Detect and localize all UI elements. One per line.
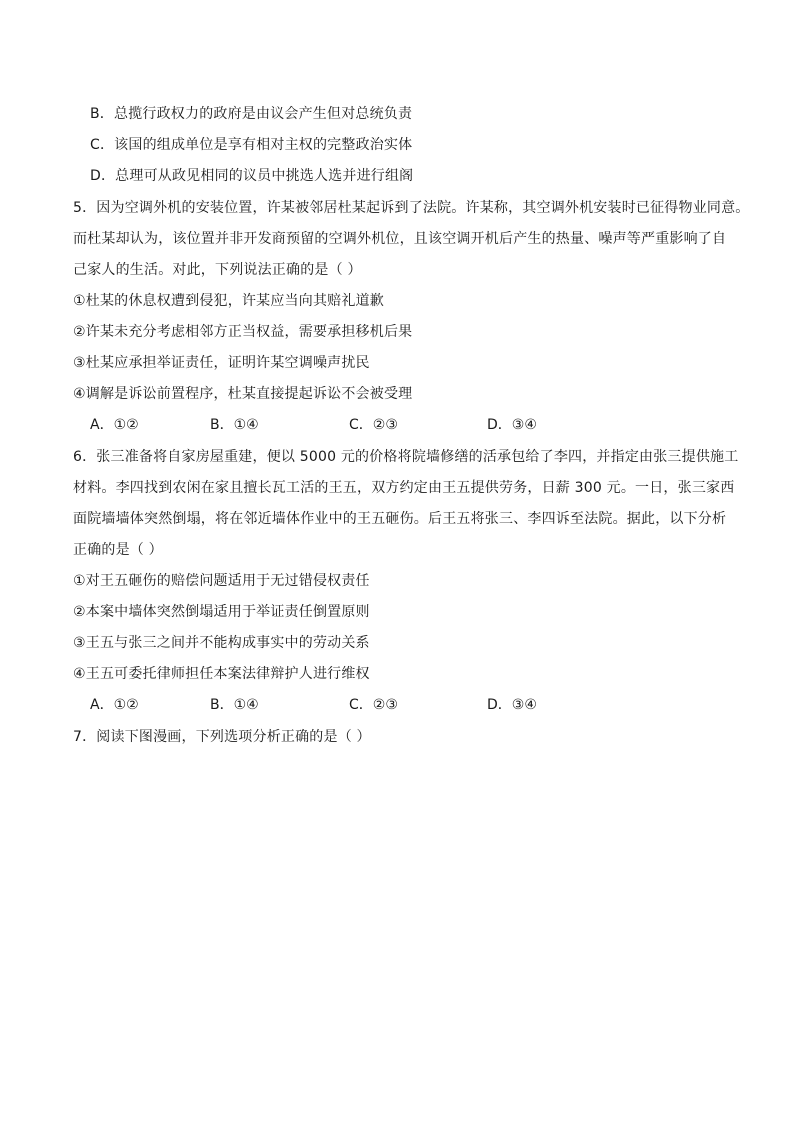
q4-option-c: C．该国的组成单位是享有相对主权的完整政治实体	[90, 137, 413, 153]
q6-option-c: C．②③	[349, 697, 398, 713]
q6-statement-2: ②本案中墙体突然倒塌适用于举证责任倒置原则	[73, 604, 370, 620]
q5-statement-1: ①杜某的休息权遭到侵犯，许某应当向其赔礼道歉	[73, 293, 384, 309]
q6-stem-line-3: 面院墙墙体突然倒塌，将在邻近墙体作业中的王五砸伤。后王五将张三、李四诉至法院。据此，以下分析	[73, 511, 727, 527]
q4-option-b: B．总揽行政权力的政府是由议会产生但对总统负责	[90, 106, 413, 122]
q5-statement-4: ④调解是诉讼前置程序，杜某直接提起诉讼不会被受理	[73, 386, 413, 402]
q5-stem-line-1: 5．因为空调外机的安装位置，许某被邻居杜某起诉到了法院。许某称，其空调外机安装时已征得物业同意。	[73, 200, 750, 216]
q6-option-a: A．①②	[90, 697, 139, 713]
q6-option-b: B．①④	[210, 697, 259, 713]
q6-stem-line-1: 6．张三准备将自家房屋重建，便以 5000 元的价格将院墙修缮的活承包给了李四，并指定由张三提供施工	[73, 449, 739, 465]
q5-statement-3: ③杜某应承担举证责任，证明许某空调噪声扰民	[73, 355, 370, 371]
q5-option-d: D．③④	[487, 417, 537, 433]
q5-stem-line-2: 而杜某却认为，该位置并非开发商预留的空调外机位，且该空调开机后产生的热量、噪声等严重影响了自	[73, 231, 727, 247]
q4-option-d: D．总理可从政见相同的议员中挑选人选并进行组阁	[90, 168, 414, 184]
q6-statement-3: ③王五与张三之间并不能构成事实中的劳动关系	[73, 635, 370, 651]
q6-stem-line-4: 正确的是（ ）	[73, 542, 163, 558]
q6-option-d: D．③④	[487, 697, 537, 713]
q5-option-c: C．②③	[349, 417, 398, 433]
q6-statement-4: ④王五可委托律师担任本案法律辩护人进行维权	[73, 666, 370, 682]
q5-stem-line-3: 己家人的生活。对此，下列说法正确的是（ ）	[73, 262, 362, 278]
q5-statement-2: ②许某未充分考虑相邻方正当权益，需要承担移机后果	[73, 324, 413, 340]
q6-statement-1: ①对王五砸伤的赔偿问题适用于无过错侵权责任	[73, 573, 370, 589]
q5-option-a: A．①②	[90, 417, 139, 433]
q6-stem-line-2: 材料。李四找到农闲在家且擅长瓦工活的王五，双方约定由王五提供劳务，日薪 300 元。一日，张三家西	[73, 480, 735, 496]
q7-stem-line-1: 7．阅读下图漫画，下列选项分析正确的是（ ）	[73, 729, 371, 745]
q5-option-b: B．①④	[210, 417, 259, 433]
